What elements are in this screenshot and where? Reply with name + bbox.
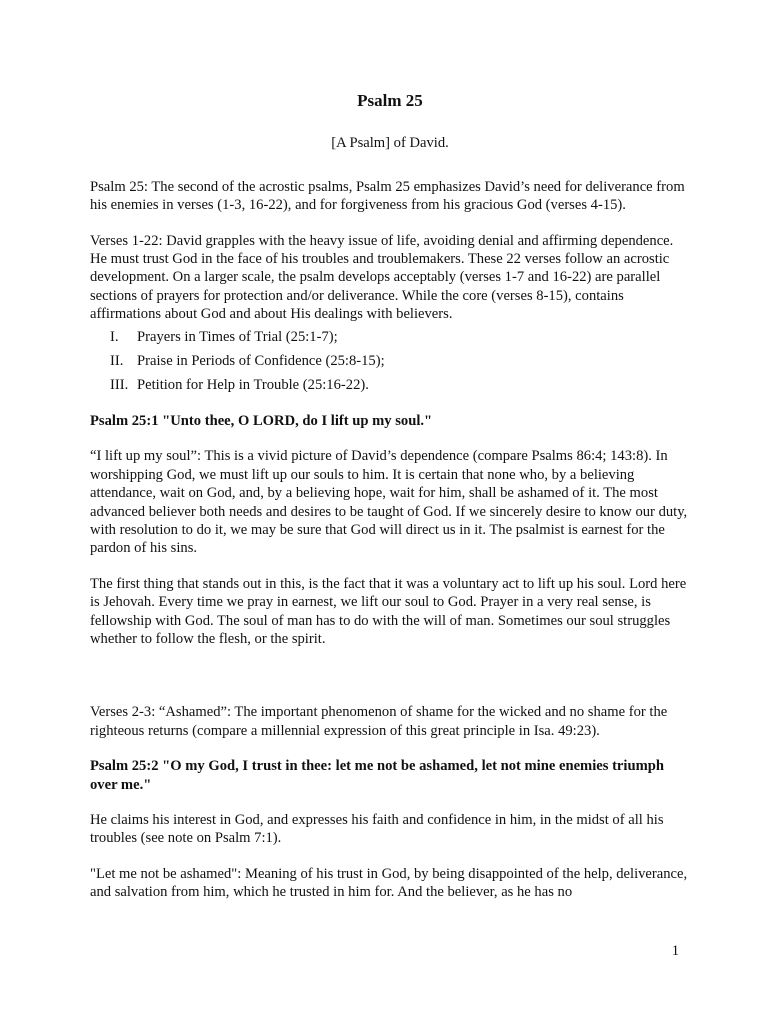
document-body [90,92,690,919]
verse-2-heading: Psalm 25:2 "O my God, I trust in thee: let me not be ashamed, let not mine enemies triumph over me." [90,758,664,793]
outline-item [90,352,690,370]
intro-paragraph: Psalm 25: The second of the acrostic psalms, Psalm 25 emphasizes David’s need for deliverance from his enemies in verses (1-3, 16-22), and for forgiveness from his gracious God (verses 4-15). [90,178,685,214]
outline-list [90,328,690,395]
outline-text: Praise in Periods of Confidence (25:8-15); [137,353,385,370]
outline-text: Petition for Help in Trouble (25:16-22). [137,377,369,394]
outline-item [90,328,690,346]
page-number: 1 [671,943,679,959]
verses-2-3-commentary: Verses 2-3: “Ashamed”: The important phenomenon of shame for the wicked and no shame for the righteous returns (compare a millennial expression of this great principle in Isa. 49:23). [90,704,668,739]
outline-numeral: II. [110,353,124,370]
verse-2-commentary: He claims his interest in God, and expresses his faith and confidence in him, in the midst of all his troubles (see note on Psalm 7:1). [90,811,664,847]
overview-paragraph: Verses 1-22: David grapples with the heavy issue of life, avoiding denial and affirming dependence. He must trust God in the face of his troubles and troublemakers. These 22 verses follow an acrostic development. On a larger scale, the psalm develops acceptably (verses 1-7 and 16-22) are parallel sections of prayers for protection and/or deliverance. While the core (verses 8-15), contains affirmations about God and about His dealings with believers. [90,232,674,323]
verse-1-commentary-continued: The first thing that stands out in this, is the fact that it was a voluntary act to lift up his soul. Lord here is Jehovah. Every time we pray in earnest, we lift our soul to God. Prayer in a very real sense, is fellowship with God. The soul of man has to do with the will of man. Sometimes our soul struggles whether to follow the flesh, or the spirit. [90,575,687,647]
page-title: Psalm 25 [357,91,423,110]
outline-item [90,376,690,394]
section-spacer [90,665,690,703]
page-subtitle: [A Psalm] of David. [331,135,449,152]
verse-2-commentary-continued: "Let me not be ashamed": Meaning of his trust in God, by being disappointed of the help, deliverance, and salvation from him, which he trusted in him for. And the believer, as he has no [90,865,688,901]
outline-numeral: I. [110,328,119,345]
verse-1-commentary: “I lift up my soul”: This is a vivid picture of David’s dependence (compare Psalms 86:4; 143:8). In worshipping God, we must lift up our souls to him. It is certain that none who, by a believing attendance, wait on God, and, by a believing hope, wait for him, shall be ashamed of it. The most advanced believer both needs and desires to be taught of God. If we sincerely desire to know our duty, with resolution to do it, we may be sure that God will direct us in it. The psalmist is earnest for the pardon of his sins. [90,448,688,557]
outline-text: Prayers in Times of Trial (25:1-7); [137,328,338,345]
outline-numeral: III. [110,377,129,394]
verse-1-heading: Psalm 25:1 "Unto thee, O LORD, do I lift up my soul." [90,412,433,429]
